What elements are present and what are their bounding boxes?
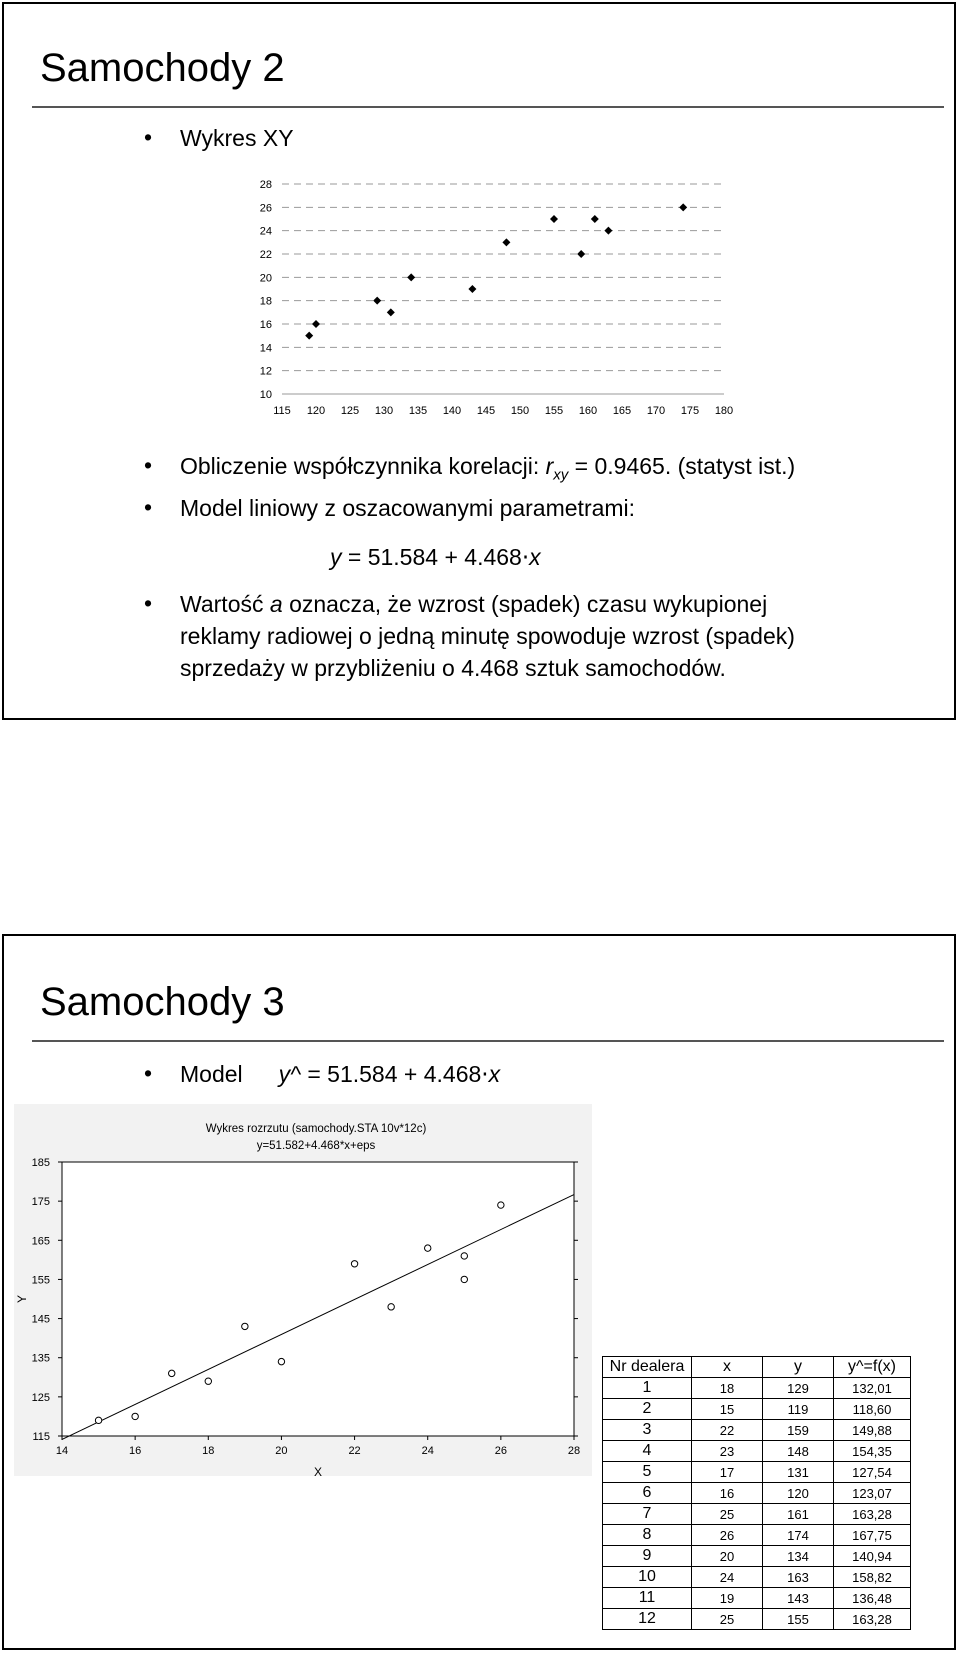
bullet-model-text: Model liniowy z oszacowanymi parametrami: [180, 495, 636, 521]
data-point-diamond [679, 203, 687, 211]
table-cell: 132,01 [834, 1378, 911, 1399]
table-cell: 1 [603, 1378, 692, 1399]
data-point-circle [242, 1323, 248, 1329]
y-tick-label: 145 [31, 1313, 50, 1326]
y-tick-label: 24 [259, 225, 272, 238]
x-tick-label: 180 [714, 405, 734, 417]
table-cell: 161 [763, 1504, 834, 1525]
table-cell: 18 [692, 1378, 763, 1399]
data-point-circle [169, 1370, 175, 1376]
bullet-icon: • [144, 590, 153, 616]
x-tick-label: 145 [476, 405, 496, 417]
table-row [603, 1483, 911, 1504]
y-tick-label: 155 [31, 1274, 50, 1287]
table-row [603, 1504, 911, 1525]
table-cell: 4 [603, 1441, 692, 1462]
formula-dot: ⋅ [521, 544, 530, 570]
table-cell: 159 [763, 1420, 834, 1441]
x-tick-label: 18 [202, 1445, 215, 1457]
table-cell: 134 [763, 1546, 834, 1567]
table-cell: 154,35 [834, 1441, 911, 1462]
x-tick-label: 170 [646, 405, 666, 417]
corr-sub: xy [553, 466, 569, 484]
table-cell: 17 [692, 1462, 763, 1483]
table-cell: 15 [692, 1399, 763, 1420]
data-point-circle [95, 1417, 101, 1423]
table-row [603, 1378, 911, 1399]
table-cell: 3 [603, 1420, 692, 1441]
y-tick-label: 14 [259, 342, 272, 355]
table-row [603, 1588, 911, 1609]
x-tick-label: 125 [340, 405, 360, 417]
table-cell: 167,75 [834, 1525, 911, 1546]
bullet-icon: • [144, 1060, 153, 1086]
x-tick-label: 155 [544, 405, 564, 417]
y-tick-label: 10 [259, 389, 272, 401]
table-cell: 140,94 [834, 1546, 911, 1567]
x-tick-label: 16 [129, 1445, 142, 1457]
table-cell: 163 [763, 1567, 834, 1588]
x-tick-label: 26 [494, 1445, 507, 1457]
table-row [603, 1420, 911, 1441]
chart-subtitle: y=51.582+4.468*x+eps [256, 1140, 376, 1152]
corr-prefix: Obliczenie współczynnika korelacji: [180, 453, 546, 479]
table-cell: 129 [763, 1378, 834, 1399]
table-body [603, 1378, 911, 1630]
table-cell: 131 [763, 1462, 834, 1483]
data-point-diamond [373, 297, 381, 305]
table-row [603, 1441, 911, 1462]
col-header: x [692, 1357, 763, 1378]
regression-formula [330, 544, 541, 571]
col-header: y [763, 1357, 834, 1378]
table-cell: 9 [603, 1546, 692, 1567]
table-row [603, 1462, 911, 1483]
table-cell: 25 [692, 1504, 763, 1525]
x-tick-label: 140 [442, 405, 462, 417]
model-label: Model [180, 1061, 243, 1087]
table-cell: 24 [692, 1567, 763, 1588]
bullet-interpretation [180, 588, 910, 684]
xy-scatter-chart [4, 4, 954, 444]
data-point-diamond [502, 238, 510, 246]
x-tick-label: 135 [408, 405, 428, 417]
table-cell: 148 [763, 1441, 834, 1462]
table-cell: 26 [692, 1525, 763, 1546]
y-tick-label: 185 [31, 1157, 50, 1169]
table-cell: 10 [603, 1567, 692, 1588]
chart-title: Wykres rozrzutu (samochody.STA 10v*12c) [205, 1123, 427, 1135]
table-cell: 120 [763, 1483, 834, 1504]
corr-r: r [545, 453, 554, 479]
data-point-circle [461, 1276, 467, 1282]
data-point-diamond [305, 332, 313, 340]
formula-rest: = 51.584 + 4.468 [341, 544, 522, 570]
data-point-diamond [604, 227, 612, 235]
data-point-diamond [312, 320, 320, 328]
bullet-icon: • [144, 452, 153, 478]
table-row [603, 1525, 911, 1546]
table-row [603, 1399, 911, 1420]
data-point-diamond [407, 273, 415, 281]
slide-samochody-2 [2, 2, 956, 720]
data-point-diamond [577, 250, 585, 258]
slide-samochody-3 [2, 934, 956, 1650]
data-point-circle [425, 1245, 431, 1251]
table-cell: 143 [763, 1588, 834, 1609]
data-point-diamond [468, 285, 476, 293]
interp-var-a: a [269, 591, 283, 617]
slide-title: Samochody 3 [40, 980, 285, 1024]
table-row [603, 1609, 911, 1630]
data-point-circle [205, 1378, 211, 1384]
data-point-circle [461, 1253, 467, 1259]
dealer-table [602, 1356, 911, 1630]
model-dot: ⋅ [481, 1061, 489, 1087]
table-cell: 23 [692, 1441, 763, 1462]
y-tick-label: 26 [259, 202, 272, 215]
table-cell: 155 [763, 1609, 834, 1630]
y-tick-label: 28 [259, 179, 272, 191]
model-rest: = 51.584 + 4.468 [300, 1061, 482, 1087]
data-point-diamond [550, 215, 558, 223]
bullet-chart-text: Wykres XY [180, 125, 294, 151]
table-cell: 7 [603, 1504, 692, 1525]
data-point-circle [388, 1304, 394, 1310]
table-header-row [603, 1357, 911, 1378]
table-cell: 2 [603, 1399, 692, 1420]
col-header: Nr dealera [603, 1357, 692, 1378]
x-tick-label: 150 [510, 405, 530, 417]
model-x: x [488, 1061, 501, 1087]
table-cell: 149,88 [834, 1420, 911, 1441]
table-cell: 22 [692, 1420, 763, 1441]
table-cell: 8 [603, 1525, 692, 1546]
interp-line-2: reklamy radiowej o jedną minutę spowoduje wzrost (spadek) [180, 623, 795, 649]
x-axis-label: X [313, 1465, 323, 1479]
x-tick-label: 175 [680, 405, 700, 417]
table-cell: 6 [603, 1483, 692, 1504]
data-point-circle [351, 1261, 357, 1267]
y-tick-label: 20 [259, 272, 272, 285]
data-point-diamond [591, 215, 599, 223]
x-tick-label: 24 [421, 1445, 434, 1457]
y-tick-label: 135 [31, 1352, 50, 1365]
x-tick-label: 130 [374, 405, 394, 417]
table-cell: 5 [603, 1462, 692, 1483]
table-row [603, 1567, 911, 1588]
y-tick-label: 115 [32, 1431, 50, 1443]
x-tick-label: 165 [612, 405, 632, 417]
interp-line-3: sprzedaży w przybliżeniu o 4.468 sztuk samochodów. [180, 655, 726, 681]
bullet-icon: • [144, 494, 153, 520]
table-cell: 11 [603, 1588, 692, 1609]
table-cell: 136,48 [834, 1588, 911, 1609]
table-cell: 119 [763, 1399, 834, 1420]
data-point-circle [132, 1413, 138, 1419]
table-cell: 19 [692, 1588, 763, 1609]
x-tick-label: 120 [306, 405, 326, 417]
table-cell: 118,60 [834, 1399, 911, 1420]
interp-line-1 [180, 588, 910, 620]
data-point-circle [278, 1358, 284, 1364]
interp-text: Wartość [180, 591, 270, 617]
formula-y: y [330, 544, 342, 570]
plot-area [62, 1162, 574, 1436]
y-tick-label: 125 [31, 1391, 50, 1404]
table-cell: 163,28 [834, 1609, 911, 1630]
x-tick-label: 115 [273, 405, 291, 417]
x-tick-label: 20 [275, 1445, 288, 1457]
y-tick-label: 175 [31, 1196, 50, 1209]
model-y: y^ [278, 1061, 301, 1087]
table-cell: 20 [692, 1546, 763, 1567]
data-point-circle [498, 1202, 504, 1208]
x-tick-label: 28 [567, 1445, 581, 1457]
corr-suffix: = 0.9465. (statyst ist.) [568, 453, 796, 479]
x-tick-label: 14 [55, 1445, 69, 1457]
table-cell: 163,28 [834, 1504, 911, 1525]
x-tick-label: 160 [578, 405, 598, 417]
table-row [603, 1546, 911, 1567]
col-header: y^=f(x) [834, 1357, 911, 1378]
bullet-icon: • [144, 124, 153, 150]
y-tick-label: 18 [259, 295, 272, 308]
y-axis-label: Y [15, 1294, 29, 1304]
table-cell: 127,54 [834, 1462, 911, 1483]
regression-scatter-chart [4, 936, 604, 1496]
y-tick-label: 12 [259, 365, 272, 378]
table-cell: 123,07 [834, 1483, 911, 1504]
table-cell: 16 [692, 1483, 763, 1504]
table-cell: 12 [603, 1609, 692, 1630]
bullet-correlation [180, 450, 910, 492]
formula-x: x [529, 544, 541, 570]
slide-title: Samochody 2 [40, 46, 285, 90]
table-cell: 174 [763, 1525, 834, 1546]
interp-text: oznacza, że wzrost (spadek) czasu wykupionej [282, 591, 768, 617]
data-point-diamond [387, 308, 395, 316]
y-tick-label: 165 [31, 1235, 50, 1248]
y-tick-label: 16 [259, 319, 272, 331]
table-cell: 25 [692, 1609, 763, 1630]
table-cell: 158,82 [834, 1567, 911, 1588]
x-tick-label: 22 [348, 1445, 361, 1457]
y-tick-label: 22 [259, 249, 272, 261]
